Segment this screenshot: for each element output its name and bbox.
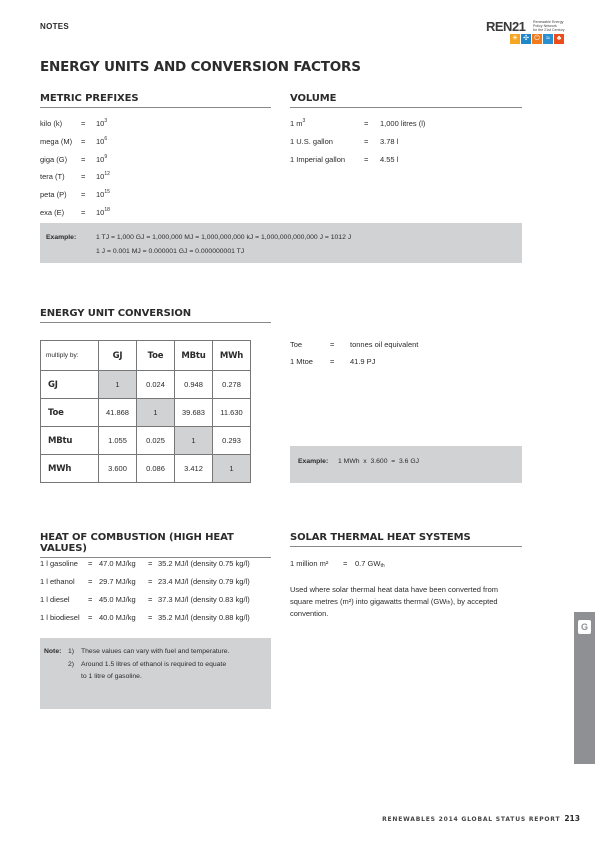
logo-tagline-line: Renewable Energy	[533, 20, 564, 24]
equals-sign: =	[81, 137, 86, 146]
prefix-name: mega (M)	[40, 137, 73, 146]
mass-energy: 40.0 MJ/kg	[99, 613, 136, 622]
table-cell: 1.055	[99, 427, 137, 455]
fuel-name: 1 l biodiesel	[40, 613, 80, 622]
example-label: Example:	[298, 458, 329, 465]
logo-name: REN	[486, 19, 512, 34]
side-tab	[574, 612, 595, 764]
row-header: Toe	[41, 399, 99, 427]
equals-sign: =	[88, 613, 93, 622]
example-line: 1 TJ = 1,000 GJ = 1,000,000 MJ = 1,000,000,000 kJ = 1,000,000,000,000 J = 1012 J	[96, 234, 352, 241]
example-label: Example:	[46, 234, 77, 241]
table-row	[41, 371, 251, 399]
definition-value: 41.9 PJ	[350, 357, 376, 366]
table-cell: 0.086	[137, 455, 175, 483]
table-row	[41, 399, 251, 427]
table-cell: 1	[137, 399, 175, 427]
prefix-base: 10	[96, 190, 105, 199]
volume-heading: VOLUME	[290, 93, 522, 108]
description-text: ), by accepted convention.	[290, 597, 498, 618]
volume-unit: 1 U.S. gallon	[290, 137, 333, 146]
solar-area: 1 million m²	[290, 559, 329, 568]
volume-unit: 1 Imperial gallon	[290, 155, 346, 164]
leaf-icon: ♣	[554, 34, 564, 44]
prefix-exponent: 15	[104, 189, 110, 195]
equals-sign: =	[81, 190, 86, 199]
definition-term: Toe	[290, 340, 303, 349]
footer	[380, 814, 580, 823]
example-text: 1 MWh x 3.600 = 3.6 GJ	[338, 458, 420, 465]
page-number: 213	[564, 814, 580, 823]
description-text: Used where solar thermal heat data have been converted from square metres (m²) into gigawatts thermal (GW	[290, 585, 499, 606]
volume-unit	[290, 119, 305, 128]
wave-icon: ≈	[543, 34, 553, 44]
wind-icon: ✣	[521, 34, 531, 44]
logo-wordmark	[486, 19, 525, 34]
solar-capacity	[355, 559, 385, 568]
solar-thermal-description	[290, 584, 522, 620]
table-cell: 11.630	[213, 399, 251, 427]
side-tab-letter: G	[578, 620, 591, 634]
volume-unit-name: 1 m	[290, 119, 303, 128]
prefix-exponent: 12	[104, 171, 110, 177]
section-label: NOTES	[40, 22, 70, 31]
prefix-base: 10	[96, 208, 105, 217]
metric-prefixes-heading: METRIC PREFIXES	[40, 93, 271, 108]
energy-unit-conversion-heading: ENERGY UNIT CONVERSION	[40, 308, 271, 323]
row-header: GJ	[41, 371, 99, 399]
table-cell: 0.025	[137, 427, 175, 455]
solar-capacity-subscript: th	[380, 563, 385, 569]
logo-number: 21	[511, 19, 526, 34]
prefix-exponent: 18	[104, 207, 110, 213]
prefix-name: peta (P)	[40, 190, 67, 199]
conversion-example-box	[290, 446, 522, 483]
row-header: MWh	[41, 455, 99, 483]
equals-sign: =	[330, 340, 335, 349]
definition-value: tonnes oil equivalent	[350, 340, 419, 349]
column-header: MWh	[213, 341, 251, 371]
equals-sign: =	[364, 137, 369, 146]
table-cell: 3.600	[99, 455, 137, 483]
volume-value: 1,000 litres (l)	[380, 119, 426, 128]
equals-sign: =	[88, 559, 93, 568]
column-header: GJ	[99, 341, 137, 371]
prefix-value	[96, 172, 110, 181]
example-box	[40, 223, 522, 263]
note-text: Around 1.5 litres of ethanol is required to equate	[81, 661, 227, 668]
prefix-exponent: 3	[104, 118, 108, 124]
fuel-name: 1 l diesel	[40, 595, 70, 604]
column-header: Toe	[137, 341, 175, 371]
table-row	[41, 455, 251, 483]
table-row	[41, 427, 251, 455]
prefix-base: 10	[96, 119, 105, 128]
prefix-exponent: 6	[104, 136, 108, 142]
equals-sign: =	[88, 595, 93, 604]
equals-sign: =	[148, 559, 153, 568]
table-cell: 0.948	[175, 371, 213, 399]
logo-tagline-line: Policy Network	[533, 24, 557, 28]
volume-value: 4.55 l	[380, 155, 399, 164]
note-label: Note:	[44, 648, 62, 655]
prefix-base: 10	[96, 155, 105, 164]
fuel-name: 1 l ethanol	[40, 577, 75, 586]
prefix-base: 10	[96, 172, 105, 181]
table-cell: 0.278	[213, 371, 251, 399]
volume-energy: 23.4 MJ/l (density 0.79 kg/l)	[158, 577, 250, 586]
prefix-value	[96, 119, 107, 128]
sun-icon: ☀	[511, 35, 519, 42]
prefix-value	[96, 155, 107, 164]
logo-tagline-line: for the 21st Century	[533, 28, 565, 32]
page-title: ENERGY UNITS AND CONVERSION FACTORS	[40, 59, 361, 75]
mass-energy: 45.0 MJ/kg	[99, 595, 136, 604]
prefix-value	[96, 137, 107, 146]
prefix-name: tera (T)	[40, 172, 65, 181]
power-icon: ⏻	[532, 34, 542, 44]
equals-sign: =	[148, 577, 153, 586]
example-line: 1 J = 0.001 MJ = 0.000001 GJ = 0.000000001 TJ	[96, 248, 245, 255]
conversion-table	[40, 340, 251, 483]
equals-sign: =	[343, 559, 348, 568]
equals-sign: =	[81, 172, 86, 181]
table-cell: 1	[99, 371, 137, 399]
prefix-exponent: 9	[104, 154, 108, 160]
prefix-name: kilo (k)	[40, 119, 63, 128]
equals-sign: =	[364, 119, 369, 128]
note-box	[40, 638, 271, 709]
logo-tagline	[533, 20, 578, 32]
equals-sign: =	[81, 155, 86, 164]
equals-sign: =	[364, 155, 369, 164]
description-subscript: th	[446, 600, 451, 606]
table-cell: 3.412	[175, 455, 213, 483]
table-header-row	[41, 341, 251, 371]
mass-energy: 29.7 MJ/kg	[99, 577, 136, 586]
prefix-name: giga (G)	[40, 155, 68, 164]
volume-value: 3.78 l	[380, 137, 399, 146]
mass-energy: 47.0 MJ/kg	[99, 559, 136, 568]
ren21-logo	[486, 19, 576, 46]
prefix-name: exa (E)	[40, 208, 65, 217]
definition-term: 1 Mtoe	[290, 357, 313, 366]
equals-sign: =	[148, 613, 153, 622]
solar-capacity-value: 0.7 GW	[355, 559, 381, 568]
equals-sign: =	[148, 595, 153, 604]
note-text: These values can vary with fuel and temperature.	[81, 648, 230, 655]
table-cell: 41.868	[99, 399, 137, 427]
volume-energy: 37.3 MJ/l (density 0.83 kg/l)	[158, 595, 250, 604]
prefix-value	[96, 208, 110, 217]
table-corner-label: multiply by:	[41, 341, 99, 371]
table-cell: 1	[175, 427, 213, 455]
table-cell: 0.293	[213, 427, 251, 455]
solar-thermal-heading: SOLAR THERMAL HEAT SYSTEMS	[290, 532, 522, 547]
table-cell: 1	[213, 455, 251, 483]
table-cell: 39.683	[175, 399, 213, 427]
equals-sign: =	[88, 577, 93, 586]
note-number: 2)	[68, 661, 75, 668]
row-header: MBtu	[41, 427, 99, 455]
heat-of-combustion-heading: HEAT OF COMBUSTION (HIGH HEAT VALUES)	[40, 532, 271, 558]
footer-report-title: RENEWABLES 2014 GLOBAL STATUS REPORT	[382, 816, 561, 823]
note-text: to 1 litre of gasoline.	[81, 673, 142, 680]
equals-sign: =	[81, 119, 86, 128]
volume-energy: 35.2 MJ/l (density 0.75 kg/l)	[158, 559, 250, 568]
volume-energy: 35.2 MJ/l (density 0.88 kg/l)	[158, 613, 250, 622]
equals-sign: =	[81, 208, 86, 217]
column-header: MBtu	[175, 341, 213, 371]
prefix-base: 10	[96, 137, 105, 146]
prefix-value	[96, 190, 110, 199]
note-number: 1)	[68, 648, 75, 655]
equals-sign: =	[330, 357, 335, 366]
fuel-name: 1 l gasoline	[40, 559, 78, 568]
table-cell: 0.024	[137, 371, 175, 399]
volume-unit-exponent: 3	[302, 118, 306, 124]
